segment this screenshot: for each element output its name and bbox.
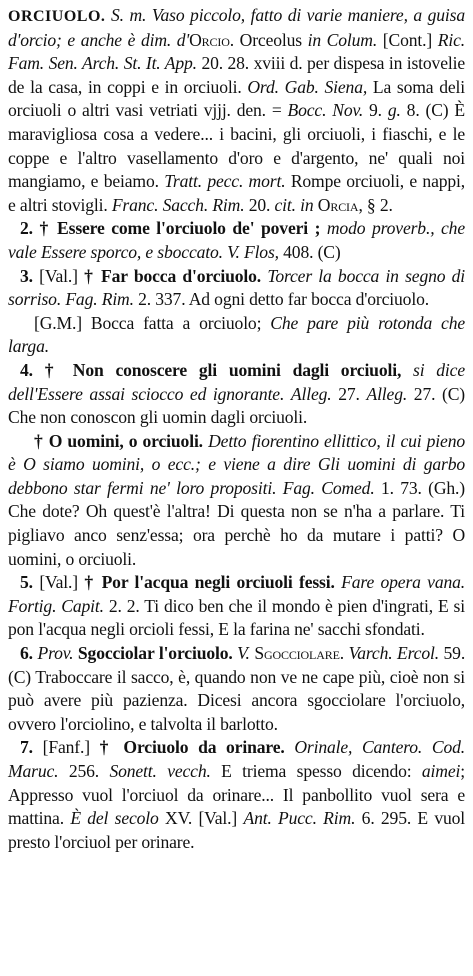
sense-7: 7. [Fanf.] † Orciuolo da orinare. Orinale, Cantero. Cod. Maruc. 256. Sonett. vecch. E triema spesso dicendo: aimei; Appresso vuol l'orciuol da orinare... Il panbollito vuol sera e mattina. È del secolo XV. [Val.] Ant. Pucc. Rim. 6. 295. E vuol presto l'orciuol per orinare. xyxy=(8,737,466,852)
sense-2: 2. † Essere come l'orciuolo de' poveri ; modo proverb., che vale Essere sporco, e sboccato. V. Flos, 408. (C) xyxy=(8,218,465,262)
sense-5: 5. [Val.] † Por l'acqua negli orciuoli fessi. Fare opera vana. Fortig. Capit. 2. 2. Ti dico ben che il mondo è pien d'ingrati, E si pon l'acqua negli orcioli fessi, E la farina ne' sacchi sfondati. xyxy=(8,572,466,640)
sense-6: 6. Prov. Sgocciolar l'orciuolo. V. Sgocciolare. Varch. Ercol. 59. (C) Traboccare il sacco, è, quando non ve ne cape più, cioè non si può avere più pazienza. Dicesi ancora sgocciolare l'orciuolo, ovvero l'orciolino, e talvolta il barlotto. xyxy=(8,643,466,734)
headword: ORCIUOLO. xyxy=(8,8,106,25)
sense-4-sub: † O uomini, o orciuoli. Detto fiorentino ellittico, il cui pieno è O siamo uomini, o ecc.; e viene a dire Gli uomini di garbo debbono star fermi ne' loro propositi. Fag. Comed. 1. 73. (Gh.) Che dote? Oh quest'è l'altra! Di questa non se n'ha a parlare. Ti pigliavo anco senz'essa; ora perchè ho da mutare i patti? O uomini, o orciuoli. xyxy=(8,430,466,569)
sense-4: 4. † Non conoscere gli uomini dagli orciuoli, si dice dell'Essere assai sciocco ed ignorante. Alleg. 27. Alleg. 27. (C) Che non conoscon gli uomin dagli orciuoli. xyxy=(8,359,466,428)
sense-3-sub: [G.M.] Bocca fatta a orciuolo; Che pare più rotonda che larga. xyxy=(8,312,466,357)
sense-3: 3. [Val.] † Far bocca d'orciuolo. Torcer la bocca in segno di sorriso. Fag. Rim. 2. 337. Ad ogni detto far bocca d'orciuolo. xyxy=(8,265,466,310)
entry-orciuolo: ORCIUOLO. S. m. Vaso piccolo, fatto di varie maniere, a guisa d'orcio; e anche è dim. d'Orcio. Orceolus in Colum. [Cont.] Ric. Fam. Sen. Arch. St. It. App. 20. 28. xviii d. per dispesa in istovelie de la casa, in coppi e in orciuoli. Ord. Gab. Siena, La soma deli orciuoli o altri vasi vetriati vjjj. den. = Bocc. Nov. 9. g. 8. (C) È maravigliosa cosa a vedere... i bacini, gli orciuoli, i fiaschi, e le coppe e l'altro vasellamento d'oro e d'argento, ne' quali noi mangiamo, e beiamo. Tratt. pecc. mort. Rompe orciuoli, e nappi, e altri stovigli. Franc. Sacch. Rim. 20. cit. in Orcia, § 2. xyxy=(8,5,466,215)
